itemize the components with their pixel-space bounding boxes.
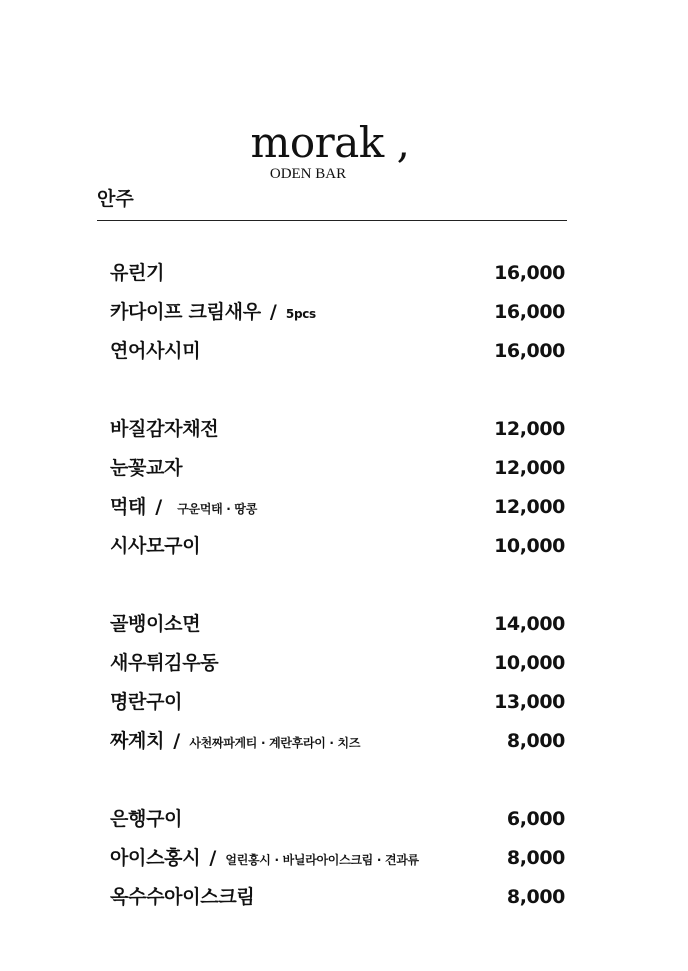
menu-item-note: 구운먹태 · 땅콩 bbox=[177, 502, 258, 516]
menu-item-left bbox=[110, 609, 200, 636]
menu-list bbox=[110, 258, 565, 960]
menu-item-name: 먹태 bbox=[110, 496, 147, 518]
menu-item-separator: / bbox=[269, 301, 277, 323]
menu-item-left bbox=[110, 804, 182, 831]
menu-item-separator: / bbox=[209, 847, 217, 869]
menu-item-separator: / bbox=[155, 496, 163, 518]
menu-item-note: 사천짜파게티 · 계란후라이 · 치즈 bbox=[189, 736, 361, 750]
menu-item bbox=[110, 414, 565, 453]
menu-item-name: 연어사시미 bbox=[110, 340, 201, 362]
menu-group bbox=[110, 804, 565, 921]
menu-item-price: 12,000 bbox=[494, 496, 565, 518]
menu-item-price: 16,000 bbox=[494, 301, 565, 323]
menu-item-left bbox=[110, 687, 182, 714]
menu-item bbox=[110, 258, 565, 297]
menu-item-price: 10,000 bbox=[494, 652, 565, 674]
menu-item-name: 짜계치 bbox=[110, 730, 165, 752]
menu-item-left bbox=[110, 531, 200, 558]
menu-item bbox=[110, 492, 565, 531]
menu-group bbox=[110, 414, 565, 570]
section-divider bbox=[97, 220, 567, 221]
menu-item bbox=[110, 726, 565, 765]
menu-item-price: 10,000 bbox=[494, 535, 565, 557]
menu-group bbox=[110, 258, 565, 375]
menu-item-left bbox=[110, 492, 257, 519]
menu-item-left bbox=[110, 414, 218, 441]
menu-item-left bbox=[110, 843, 419, 870]
menu-group bbox=[110, 609, 565, 765]
menu-item-price: 8,000 bbox=[506, 847, 565, 869]
menu-item-name: 유린기 bbox=[110, 262, 165, 284]
menu-item-name: 새우튀김우동 bbox=[110, 652, 219, 674]
menu-item-name: 골뱅이소면 bbox=[110, 613, 201, 635]
menu-item bbox=[110, 609, 565, 648]
menu-item-price: 12,000 bbox=[494, 418, 565, 440]
brand-header bbox=[0, 118, 660, 182]
menu-item-separator: / bbox=[173, 730, 181, 752]
menu-item-name: 은행구이 bbox=[110, 808, 183, 830]
section-label: 안주 bbox=[97, 188, 134, 210]
menu-item bbox=[110, 531, 565, 570]
menu-item-note: 5pcs bbox=[285, 307, 316, 321]
menu-item-name: 옥수수아이스크림 bbox=[110, 886, 255, 908]
menu-item-price: 16,000 bbox=[494, 262, 565, 284]
menu-item-name: 시사모구이 bbox=[110, 535, 201, 557]
menu-item bbox=[110, 648, 565, 687]
brand-title: morak , bbox=[250, 118, 410, 167]
menu-item-price: 12,000 bbox=[494, 457, 565, 479]
menu-item-name: 바질감자채전 bbox=[110, 418, 219, 440]
menu-item-left bbox=[110, 336, 200, 363]
menu-item-note: 얼린홍시 · 바닐라아이스크림 · 견과류 bbox=[225, 853, 419, 867]
menu-item-price: 8,000 bbox=[506, 886, 565, 908]
menu-item-name: 눈꽃교자 bbox=[110, 457, 183, 479]
menu-item-name: 명란구이 bbox=[110, 691, 183, 713]
brand-subtitle: ODEN BAR bbox=[269, 166, 347, 182]
menu-item-price: 6,000 bbox=[506, 808, 565, 830]
menu-item-left bbox=[110, 726, 360, 753]
menu-item-price: 13,000 bbox=[494, 691, 565, 713]
menu-item bbox=[110, 453, 565, 492]
menu-item bbox=[110, 882, 565, 921]
menu-item-name: 아이스홍시 bbox=[110, 847, 201, 869]
menu-item-price: 16,000 bbox=[494, 340, 565, 362]
menu-item bbox=[110, 687, 565, 726]
menu-item bbox=[110, 804, 565, 843]
menu-item-price: 14,000 bbox=[494, 613, 565, 635]
menu-item-left bbox=[110, 258, 164, 285]
menu-item-left bbox=[110, 453, 182, 480]
menu-item bbox=[110, 336, 565, 375]
menu-item-name: 카다이프 크림새우 bbox=[110, 301, 261, 323]
menu-item-left bbox=[110, 648, 218, 675]
menu-item bbox=[110, 297, 565, 336]
menu-item bbox=[110, 843, 565, 882]
menu-item-left bbox=[110, 882, 254, 909]
menu-item-price: 8,000 bbox=[506, 730, 565, 752]
menu-item-left bbox=[110, 297, 316, 324]
